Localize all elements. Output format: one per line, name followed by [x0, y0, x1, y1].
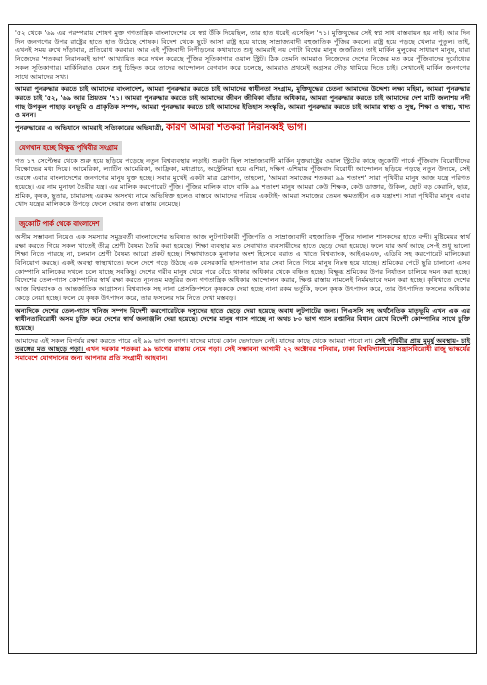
zuccotti-body: অসীম সম্ভাবনা নিয়েও এক সমস্যার সমুদ্রবর্তী বাংলাদেশের ভবিষ্যত আজ লুটপাটকারী পুঁজিপতি ও সাম্রাজ্যবাদী বহুজাতিক পুঁজির দালাল শাসকদের হাতে বন্দী। মুষ্টিমেয়র স্বার্থ রক্ষা করতে গিয়ে সকল খাতেই তীব্র শ্রেণী বৈষম্য তৈরি করা হয়েছে। শিক্ষা ব্যবস্থার মত সেবাখাত ব্যবসায়ীদের হাতে ছেড়ে দেয়া হয়েছে। ফলে যার অর্থ আছে সে-ই শুধু ভালো শিক্ষা নিতে পারছে না, চলমান শ্রেণী বৈষম্য আরো প্রকট হচ্ছে। শিক্ষাখাতকে মুনাফার অংশ হিসেবে বরাত এ খাতে বিশ্বব্যাংক, আইএমএফ, এডিবি সহ করপোরেট মালিকেরা বিনিয়োগ করছে। একই অবস্থা স্বাস্থ্যখাতে। ফলে দেশে গড়ে উঠছে এক বেসরকারি হাসপাতাল যার সেবা নিতে গিয়ে মানুষ নিঃস্ব হয়ে যাচ্ছে। শ্রমিকের পেটে ছুরি চালানো এসব কোম্পানি মালিকের দখলে চলে যাচ্ছে সবকিছু। দেশের গরীব মানুষ খেয়ে পরে বেঁচে থাকার অধিকার থেকে বঞ্চিত হচ্ছে। বিক্ষুব্ধ শ্রমিকের উপর নির্যাতন চালিয়ে দমন করা হচ্ছে। বিদেশের তেল-গ্যাস কোম্পানির স্বার্থ রক্ষা করতে ন্যূনতম মজুরির জন্য গণতান্ত্রিক অধিকার আন্দোলন করার, ক্ষিপ্ত রাস্তায় নামলেই নির্মমভাবে দমন করা হচ্ছে। কৃষিখাতে দেশের আজ বিশ্বব্যাংক ও আন্তর্জাতিক আগ্রাসন। বিশ্বব্যাংক সহ নানা প্রেসক্রিপশনে কৃষককে দেয়া হচ্ছে নানা রকম ভর্তুকি, ফলে কৃষক উৎপাদন করে, তার উৎপাদিত ফসলের অধিকার কেড়ে নেয়া হচ্ছে। ফলে যে কৃষক উৎপাদন করে, তার ফসলের দাম নিতে দেখা মস্তবড়।: [15, 232, 470, 302]
world-struggle-body: গত ১৭ সেপ্টেম্বর থেকে শুরু হয়ে ছড়িয়ে পড়েছে নতুন বিশ্বব্যবস্থার লড়াই। শুরুটা ছিল সাম্রাজ্যবাদী মার্কিন যুক্তরাষ্ট্রের ওয়াল স্ট্রিটের কাছে জুকোটি পার্কে পুঁজিবাদ বিরোধীদের বিক্ষোভের মধ্য দিয়ে। আমেরিকা, ল্যাটিন আমেরিকা, আফ্রিকা, মধ্যপ্রাচ্য, অস্ট্রেলিয়া হয়ে এশিয়া, দক্ষিণ এশিয়ায় পুঁজিবাদ বিরোধী আন্দোলন ছড়িয়ে পড়ছে নতুন উদ্যমে, সেই তরঙ্গে এবার বাংলাদেশের জনগণের মানুষ যুক্ত হচ্ছে। সবার মুখেই একটা মাত্র স্লোগান, তাহলো, 'আমরা সমাজের শতকরা ৯৯ শতাংশ' সারা পৃথিবীর মানুষ আজ যন্ত্রে পরিণত হয়েছে। এর নাম মুনাফা তৈরীর যন্ত্র। এর মালিক করপোরেট পুঁজি। পুঁজির মালিক বাদে বাকি ৯৯ শতাংশ মানুষ আমরা কেউ শিক্ষক, কেউ ডাক্তার, উকিল, ছোট বড় কেরানি, ছাত্র, শ্রমিক, কৃষক, ছুতার, চামারসহ এরকম অসংখ্য নামে অভিষিক্ত হলেও বাস্তবে আমাদের পরিচয় একটাই- আমরা সমাজের তেমন ক্ষমতাহীন এক যন্ত্রাংশ। সারা পৃথিবীর মানুষ এবার খোদ যন্ত্রের মালিককে উপড়ে ফেলে দেয়ার জন্য রাস্তায় নেমেছে।: [15, 156, 470, 209]
resources-paragraph: অন্যদিকে দেশের তেল-গ্যাস খনিজ সম্পদ বিদেশী করপোরেটকে দস্যুদের হাতে ছেড়ে দেয়া হয়েছে অবাধ লুটপাটের জন্য। পিএসসি সহ অর্থনৈতিক মাতৃভূমি এখন এক এর স্বাধীনতাবিরোধী অসম চুক্তি করে দেশের স্বার্থ জলাঞ্জলি দেয়া হয়েছে। দেশের মানুষ গ্যাস পাচ্ছে না অথচ ৮০ ভাগ গ্যাস রপ্তানির বিধান রেখে বিদেশী কোম্পানির সাথে চুক্তি হয়েছে।: [15, 305, 470, 335]
leaflet-page: [8, 24, 477, 654]
reclaim-paragraph: আমরা পুনরুদ্ধার করতে চাই আমাদের বাংলাদেশ, আমরা পুনরুদ্ধার করতে চাই আমাদের স্বাধীনতা সংগ্রাম, মুক্তিযুদ্ধের চেতনা আমাদের উদ্দেশ্য লক্ষ্য মহিমা, আমরা পুনরুদ্ধার করতে চাই '৫২, '৬৯ আর প্রিয়তম '৭১। আমরা পুনরুদ্ধার করতে চাই আমাদের জীবন জীবিকা বাঁচার অধিকার, আমরা পুনরুদ্ধার করতে চাই আমাদের দেশ মাটি জলাশয় নদী গাছ উপকূল পাহাড় বনভূমি ও প্রাকৃতিক সম্পদ, আমরা পুনরুদ্ধার করতে চাই আমাদের ইতিহাস সংস্কৃতি, আমরা পুনরুদ্ধার করতে চাই আমার স্বাস্থ্য ও সুস্থ, শিক্ষা ও স্বাস্থ্য, খাদ্য ও মনন।: [15, 83, 470, 122]
slogan-highlight: কারণ আমরা শতকরা নিরানব্বই ভাগ।: [166, 122, 307, 134]
call-red: এখন দরকার শতকরা ৯৯ ভাগের রাস্তায় নেমে পড়া। সেই সম্ভাবনা আগামী ২২ অক্টোবর শনিবার, ঢাকা বিশ্ববিদ্যালয়ের সন্ত্রাসবিরোধী রাজু ভাস্কর্যের সমাবেশে যোগদানের জন্য আপনার প্রতি সংগ্রামী আহবান।: [15, 345, 471, 363]
slogan-line: [15, 124, 470, 133]
intro-paragraph: '৫২ থেকে '৬৯ এর পরম্পরায় শোষণ মুক্ত গণতান্ত্রিক বাংলাদেশের যে স্বপ্ন উঁকি দিয়েছিল, তার হাত ধরেই এসেছিল '৭১। মুক্তিযুদ্ধের সেই স্বপ্ন সাধ বাস্তবায়ন হয় নাই। আর দিন দিন জনগণের উপর রাষ্ট্রের হাতে হাত উঠেছে শোষক। বিদেশ থেকে ছুটে আসা রাষ্ট্র হয়ে যাচ্ছে সাম্রাজ্যবাদী বহুজাতিক পুঁজির কবলে। রাষ্ট্র হয়ে পড়ছে খেলার পুতুল। তাই, এখনই সময় রুখে দাঁড়াবার, প্রতিরোধ করবার। আর এই পুঁজিবাদী নিপীড়নের কথাযাতে শুধু আমরাই নয় গোটা বিশ্বের মানুষ জর্জরিত। তাই মার্কিন মুলুকের সাধারণ মানুষ, যারা নিজেদের 'শতকরা নিরানব্বই ভাগ' আখ্যায়িত করে দখল করেছে পুঁজির সূতিকাগার ওয়াল স্ট্রিট। ঠিক তেমনি আমরাও নিজেদের দেশের নিজের মত করে পুঁজিবাদের দুর্বোধ্যের সকল সূতিকাগার। মার্কিনিরাও যেমন শুধু চিহ্নিত করে তাদের আন্দোলন বেগবান করে চলেছে, আমরাও প্রথমেই অগ্রসর দৌড় থামিয়ে দিতে চাই। সেখানেই মার্কিন জনগণের সাথে আমাদের সখ্য।: [15, 29, 470, 81]
slogan-lead: পুনরুদ্ধারের এ অভিযানে আমরাই সত্যিকারের অভিযাত্রী,: [15, 124, 167, 133]
section-heading-world-struggle: যেগখান হচ্ছে বিক্ষুব্ধ পৃথিবীর সংগ্রাম: [15, 141, 122, 155]
call-to-action-paragraph: [15, 337, 470, 363]
section-heading-zuccotti-to-bangladesh: জুকোটি পার্ক থেকে বাংলাদেশ: [15, 217, 103, 231]
call-bold: সেই পৃথিবীর প্রায় মুমূর্ষু অবস্থায়- চাই তরঙ্গের মত আছড়ে পড়া।: [15, 336, 471, 354]
call-lead: আমাদের এই সকল বিপর্যয় রক্ষা করতে পারে এই ৯৯ ভাগ জনগণ। যাদের মাঝে কোন ভেদাভেদ নেই। যাদের কাছে থেকে আমরা পাবো না।: [15, 336, 375, 345]
